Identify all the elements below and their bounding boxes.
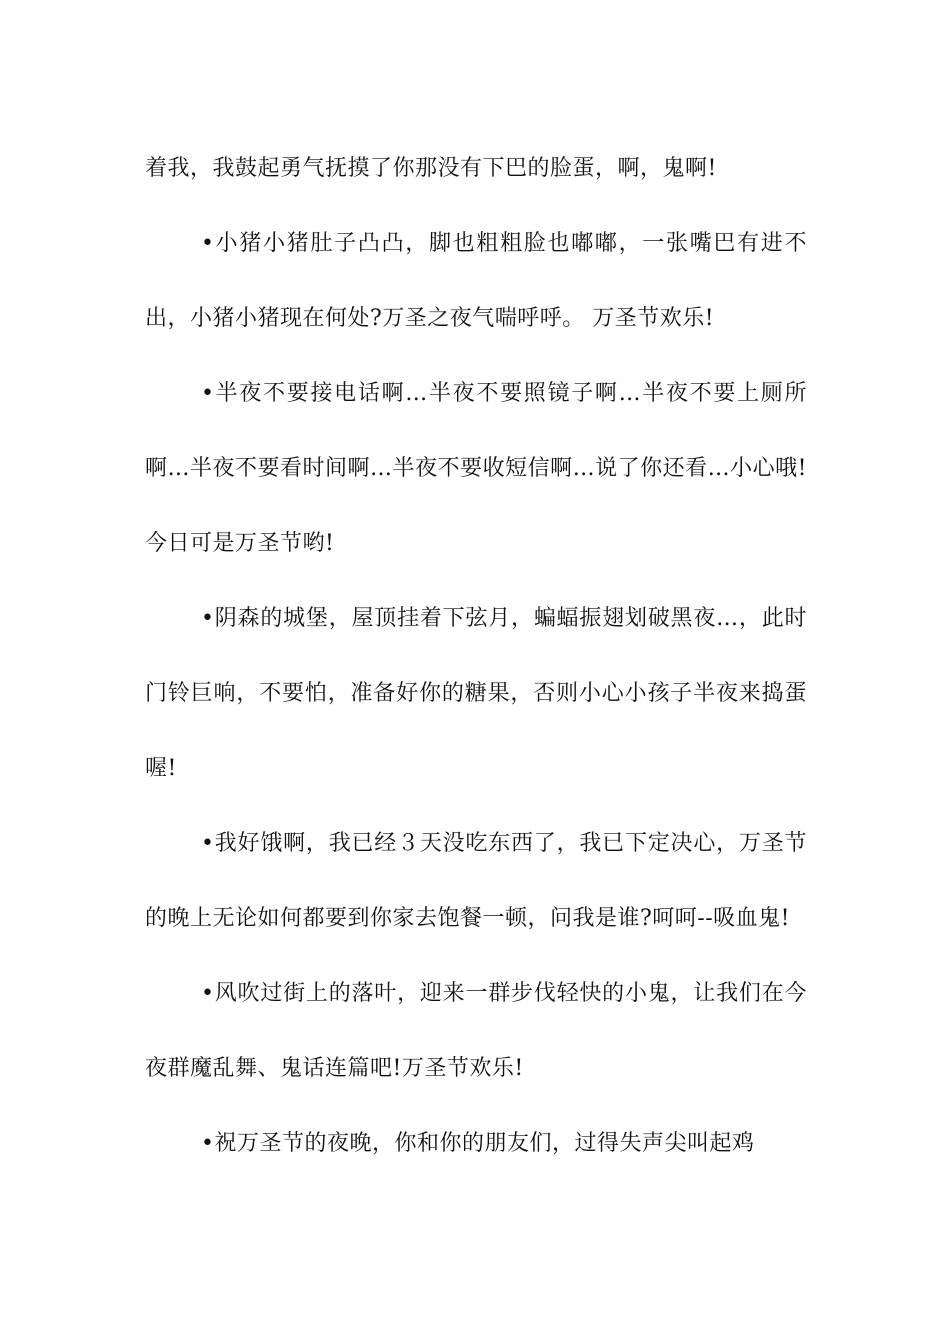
paragraph-continued: 着我，我鼓起勇气抚摸了你那没有下巴的脸蛋，啊，鬼啊! [145, 156, 717, 181]
paragraph-vampire: •我好饿啊，我已经３天没吃东西了，我已下定决心，万圣节的晚上无论如何都要到你家去饱餐一顿，问我是谁?呵呵--吸血鬼! [145, 831, 807, 931]
paragraph-wind-leaves: •风吹过街上的落叶，迎来一群步伐轻快的小鬼，让我们在今夜群魔乱舞、鬼话连篇吧!万圣节欢乐! [145, 981, 807, 1081]
paragraph-midnight-warning: •半夜不要接电话啊…半夜不要照镜子啊…半夜不要上厕所啊…半夜不要看时间啊…半夜不要收短信啊…说了你还看…小心哦!今日可是万圣节哟! [145, 381, 807, 556]
paragraph-wish: •祝万圣节的夜晚，你和你的朋友们，过得失声尖叫起鸡 [201, 1131, 755, 1156]
paragraph-castle: •阴森的城堡，屋顶挂着下弦月，蝙蝠振翅划破黑夜…，此时门铃巨响，不要怕，准备好你的糖果，否则小心小孩子半夜来捣蛋喔! [145, 606, 807, 781]
document-body [145, 131, 807, 1181]
paragraph-piggy-greeting: •小猪小猪肚子凸凸，脚也粗粗脸也嘟嘟，一张嘴巴有进不出，小猪小猪现在何处?万圣之夜气喘呼呼。 万圣节欢乐! [145, 231, 807, 331]
